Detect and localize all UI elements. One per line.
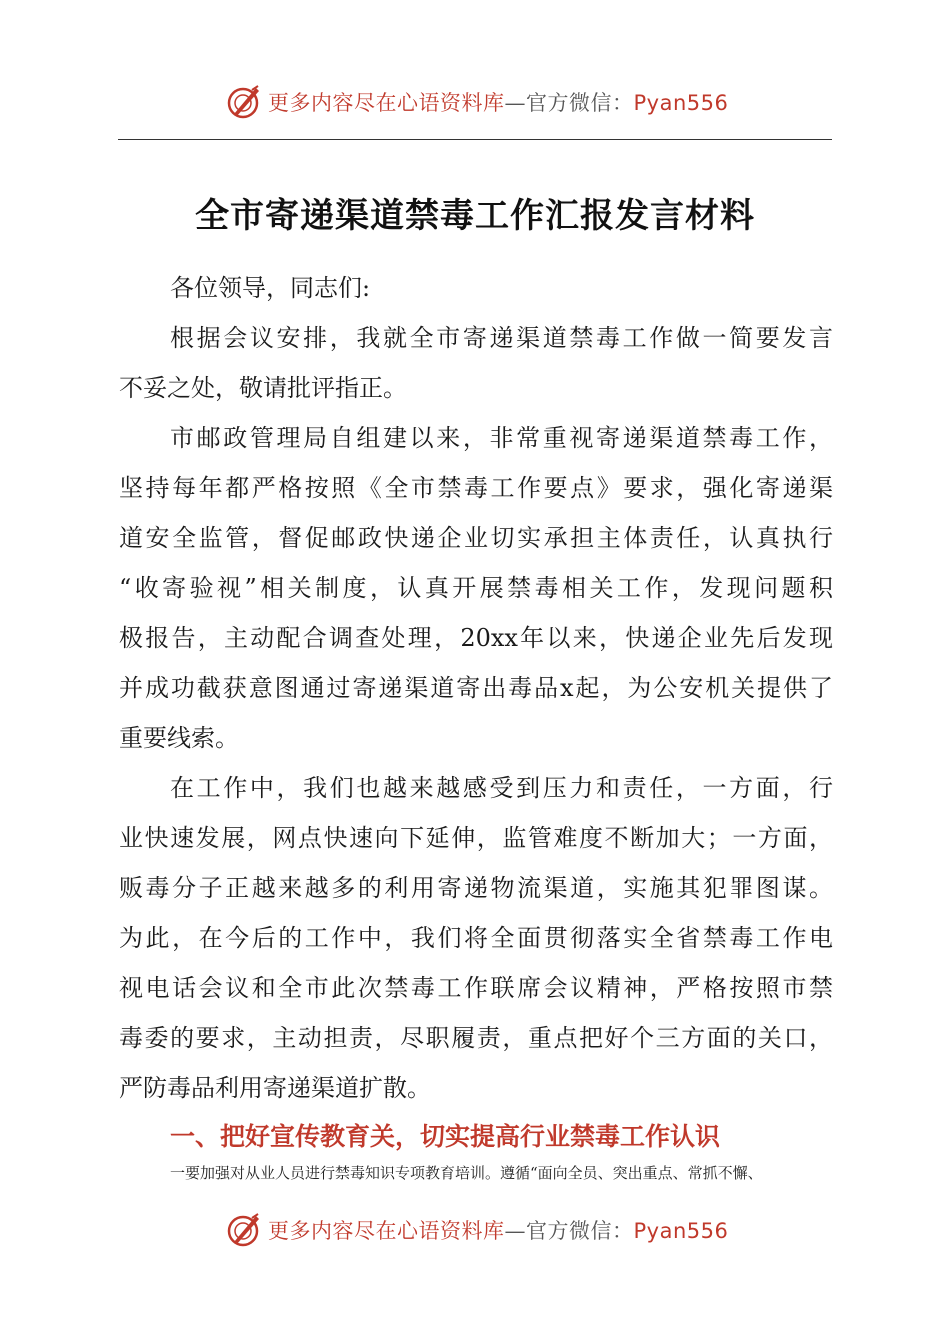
paragraph-line: 毒委的要求，主动担责，尽职履责，重点把好个三方面的关口，	[119, 1024, 833, 1052]
quill-seal-icon	[226, 1212, 262, 1248]
paragraph-line: 道安全监管，督促邮政快递企业切实承担主体责任，认真执行	[119, 524, 833, 552]
banner-middle: 官方微信：	[526, 1219, 634, 1243]
document-title: 全市寄递渠道禁毒工作汇报发言材料	[195, 196, 755, 236]
salutation: 各位领导，同志们:	[170, 274, 371, 302]
paragraph-line: 根据会议安排，我就全市寄递渠道禁毒工作做一简要发言	[170, 324, 833, 352]
paragraph-line: 贩毒分子正越来越多的利用寄递物流渠道，实施其犯罪图谋。	[119, 874, 833, 902]
paragraph-line: 坚持每年都严格按照《全市禁毒工作要点》要求，强化寄递渠	[119, 474, 833, 502]
section-heading: 一、把好宣传教育关，切实提高行业禁毒工作认识	[170, 1122, 721, 1151]
quill-seal-icon	[226, 84, 262, 120]
paragraph-line: 市邮政管理局自组建以来，非常重视寄递渠道禁毒工作，	[170, 424, 833, 452]
header-divider	[118, 139, 832, 140]
banner-wechat-id: Pyan556	[633, 91, 729, 115]
paragraph-line: 不妥之处，敬请批评指正。	[119, 374, 407, 402]
banner-text	[268, 87, 728, 117]
paragraph-line: 严防毒品利用寄递渠道扩散。	[119, 1074, 431, 1102]
section-first-line: 一要加强对从业人员进行禁毒知识专项教育培训。遵循“面向全员、突出重点、常抓不懈、	[170, 1164, 763, 1182]
banner-wechat-id: Pyan556	[633, 1219, 729, 1243]
paragraph-line: 在工作中，我们也越来越感受到压力和责任，一方面，行	[170, 774, 833, 802]
banner-dash: —	[504, 91, 526, 115]
banner-dash: —	[504, 1219, 526, 1243]
paragraph-line: 视电话会议和全市此次禁毒工作联席会议精神，严格按照市禁	[119, 974, 833, 1002]
paragraph-line: 极报告，主动配合调查处理，20xx年以来，快递企业先后发现	[119, 624, 833, 652]
paragraph-line: “收寄验视”相关制度，认真开展禁毒相关工作，发现问题积	[119, 574, 833, 602]
banner-text	[268, 1215, 728, 1245]
paragraph-line: 并成功截获意图通过寄递渠道寄出毒品x起，为公安机关提供了	[119, 674, 833, 702]
paragraph-line: 业快速发展，网点快速向下延伸，监管难度不断加大；一方面，	[119, 824, 833, 852]
banner-middle: 官方微信：	[526, 91, 634, 115]
footer-banner	[0, 1208, 950, 1252]
paragraph-line: 重要线索。	[119, 724, 239, 752]
banner-prefix: 更多内容尽在心语资料库	[268, 91, 505, 115]
banner-prefix: 更多内容尽在心语资料库	[268, 1219, 505, 1243]
paragraph-line: 为此，在今后的工作中，我们将全面贯彻落实全省禁毒工作电	[119, 924, 833, 952]
header-banner	[0, 80, 950, 124]
